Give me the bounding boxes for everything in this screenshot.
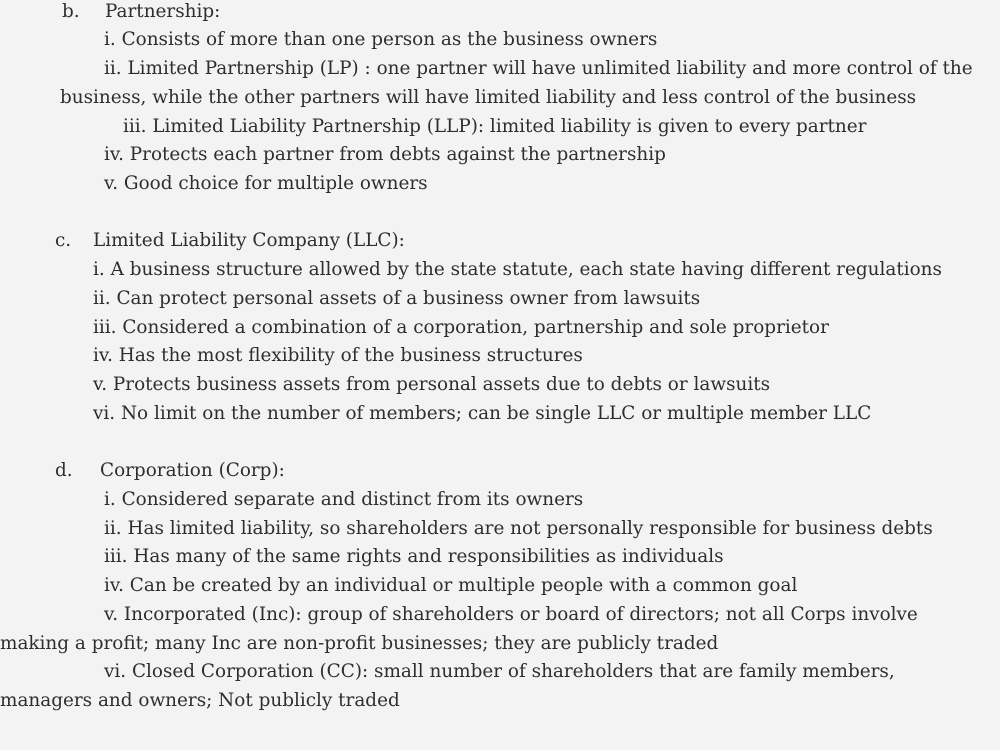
list-item: i. Consists of more than one person as the business owners xyxy=(104,29,658,50)
list-item: ii. Can protect personal assets of a business owner from lawsuits xyxy=(93,288,701,309)
list-item: iv. Protects each partner from debts against the partnership xyxy=(104,144,666,165)
list-item: ii. Limited Partnership (LP) : one partner will have unlimited liability and more control of the xyxy=(104,58,973,79)
list-item: iii. Considered a combination of a corporation, partnership and sole proprietor xyxy=(93,317,829,338)
list-item: v. Protects business assets from personal assets due to debts or lawsuits xyxy=(93,374,771,395)
list-item: vi. No limit on the number of members; can be single LLC or multiple member LLC xyxy=(93,403,872,424)
list-item: i. A business structure allowed by the state statute, each state having different regulations xyxy=(93,259,942,280)
list-item-continuation: business, while the other partners will have limited liability and less control of the business xyxy=(60,87,917,108)
list-item: ii. Has limited liability, so shareholders are not personally responsible for business debts xyxy=(104,518,933,539)
section-letter: b. xyxy=(62,1,80,22)
list-item: v. Good choice for multiple owners xyxy=(104,173,428,194)
list-item: iv. Has the most flexibility of the business structures xyxy=(93,345,583,366)
list-item-continuation: managers and owners; Not publicly traded xyxy=(0,690,400,711)
section-heading: Corporation (Corp): xyxy=(100,460,285,481)
list-item-continuation: making a profit; many Inc are non-profit businesses; they are publicly traded xyxy=(0,633,719,654)
list-item: iii. Limited Liability Partnership (LLP): limited liability is given to every partner xyxy=(123,116,867,137)
list-item: i. Considered separate and distinct from its owners xyxy=(104,489,584,510)
section-heading: Partnership: xyxy=(105,1,221,22)
list-item: iii. Has many of the same rights and responsibilities as individuals xyxy=(104,546,724,567)
section-letter: c. xyxy=(55,230,72,251)
list-item: vi. Closed Corporation (CC): small number of shareholders that are family members, xyxy=(104,661,895,682)
section-letter: d. xyxy=(55,460,73,481)
list-item: iv. Can be created by an individual or multiple people with a common goal xyxy=(104,575,798,596)
section-heading: Limited Liability Company (LLC): xyxy=(93,230,405,251)
list-item: v. Incorporated (Inc): group of shareholders or board of directors; not all Corps involve xyxy=(104,604,918,625)
